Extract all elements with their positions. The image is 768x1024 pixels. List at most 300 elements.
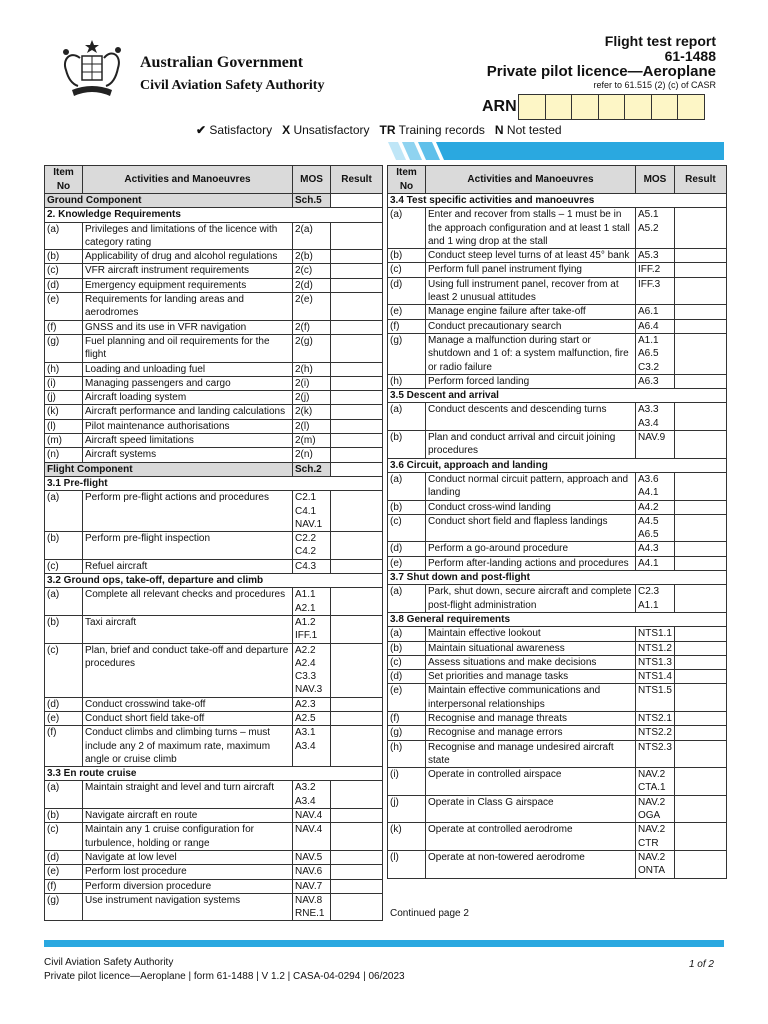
result-cell[interactable]	[331, 419, 383, 433]
activity-cell: Assess situations and make decisions	[426, 655, 636, 669]
section-label: Flight Component	[45, 462, 293, 476]
table-row	[388, 333, 727, 374]
result-cell[interactable]	[331, 559, 383, 573]
result-cell[interactable]	[674, 670, 726, 684]
table-row	[45, 823, 383, 851]
result-cell[interactable]	[331, 588, 383, 616]
table-row	[388, 711, 727, 725]
activity-cell: Operate at non-towered aerodrome	[426, 850, 636, 878]
result-cell	[331, 462, 383, 476]
activity-cell: Plan and conduct arrival and circuit joining procedures	[426, 431, 636, 459]
result-cell[interactable]	[331, 697, 383, 711]
mos-cell: A5.1 A5.2	[636, 208, 675, 249]
table-row	[45, 879, 383, 893]
section-row	[45, 194, 383, 208]
activity-cell: Requirements for landing areas and aerodromes	[83, 293, 293, 321]
legend-training-records: TR Training records	[379, 123, 485, 137]
item-cell: (d)	[388, 542, 426, 556]
item-cell: (g)	[45, 893, 83, 921]
item-cell: (a)	[45, 491, 83, 532]
table-row	[45, 293, 383, 321]
table-row	[388, 500, 727, 514]
table-row	[388, 305, 727, 319]
item-cell: (b)	[388, 431, 426, 459]
item-cell: (b)	[388, 500, 426, 514]
item-cell: (i)	[45, 376, 83, 390]
result-cell[interactable]	[674, 795, 726, 823]
result-cell[interactable]	[331, 726, 383, 767]
table-row	[45, 559, 383, 573]
table-row	[388, 403, 727, 431]
activity-cell: Aircraft speed limitations	[83, 434, 293, 448]
item-cell: (l)	[45, 419, 83, 433]
section-mos: Sch.2	[293, 462, 331, 476]
activity-cell: Aircraft performance and landing calculations	[83, 405, 293, 419]
section-label: 3.1 Pre-flight	[45, 476, 383, 490]
form-number: 61-1488	[664, 48, 716, 64]
item-cell: (i)	[388, 768, 426, 796]
item-cell: (e)	[45, 293, 83, 321]
result-cell[interactable]	[331, 293, 383, 321]
subsection-row	[388, 194, 727, 208]
mos-cell: A2.2 A2.4 C3.3 NAV.3	[293, 643, 331, 697]
result-cell[interactable]	[331, 222, 383, 250]
activity-cell: Recognise and manage errors	[426, 726, 636, 740]
item-cell: (n)	[45, 448, 83, 462]
result-cell[interactable]	[674, 684, 726, 712]
activity-cell: Recognise and manage undesired aircraft state	[426, 740, 636, 768]
arn-input-boxes	[518, 94, 704, 120]
section-label: 3.5 Descent and arrival	[388, 389, 727, 403]
item-cell: (a)	[45, 781, 83, 809]
mos-cell: 2(l)	[293, 419, 331, 433]
footer-authority: Civil Aviation Safety Authority	[44, 957, 174, 968]
table-row	[45, 809, 383, 823]
item-cell: (j)	[45, 391, 83, 405]
table-row	[388, 585, 727, 613]
item-cell: (h)	[388, 740, 426, 768]
item-cell: (b)	[45, 250, 83, 264]
subsection-row	[388, 458, 727, 472]
subsection-row	[45, 208, 383, 222]
mos-cell: NTS1.4	[636, 670, 675, 684]
item-cell: (e)	[388, 305, 426, 319]
table-row	[388, 726, 727, 740]
mos-cell: NTS2.1	[636, 711, 675, 725]
mos-cell: A4.2	[636, 500, 675, 514]
subsection-row	[388, 389, 727, 403]
table-row	[45, 711, 383, 725]
activity-cell: Perform forced landing	[426, 374, 636, 388]
section-label: 2. Knowledge Requirements	[45, 208, 383, 222]
activity-cell: Conduct short field and flapless landings	[426, 514, 636, 542]
mos-cell: C2.1 C4.1 NAV.1	[293, 491, 331, 532]
column-item-no: Item No	[388, 166, 426, 194]
item-cell: (a)	[45, 222, 83, 250]
activity-cell: Managing passengers and cargo	[83, 376, 293, 390]
result-cell[interactable]	[331, 850, 383, 864]
table-row	[45, 697, 383, 711]
result-cell[interactable]	[331, 376, 383, 390]
activity-cell: Aircraft loading system	[83, 391, 293, 405]
table-row	[45, 491, 383, 532]
table-row	[388, 249, 727, 263]
table-row	[45, 532, 383, 560]
activity-cell: Emergency equipment requirements	[83, 278, 293, 292]
result-cell[interactable]	[674, 208, 726, 249]
activity-cell: Conduct steep level turns of at least 45° bank	[426, 249, 636, 263]
table-row	[388, 472, 727, 500]
legend-satisfactory: ✔ Satisfactory	[196, 123, 273, 137]
continued-note: Continued page 2	[390, 908, 469, 919]
mos-cell: NTS1.1	[636, 627, 675, 641]
mos-cell: NAV.6	[293, 865, 331, 879]
mos-cell: 2(b)	[293, 250, 331, 264]
item-cell: (f)	[45, 726, 83, 767]
activity-cell: Perform lost procedure	[83, 865, 293, 879]
result-cell[interactable]	[331, 615, 383, 643]
table-row	[45, 781, 383, 809]
result-cell[interactable]	[674, 472, 726, 500]
item-cell: (c)	[45, 643, 83, 697]
activity-cell: Enter and recover from stalls – 1 must be in the approach configuration and at least 1 stall and 1 wing drop at the stall	[426, 208, 636, 249]
arn-digit-box[interactable]	[598, 94, 626, 120]
decorative-stripe	[388, 142, 724, 160]
table-row	[45, 264, 383, 278]
mos-cell: NAV.2 CTA.1	[636, 768, 675, 796]
activity-cell: Operate in controlled airspace	[426, 768, 636, 796]
activity-cell: Perform diversion procedure	[83, 879, 293, 893]
item-cell: (f)	[388, 319, 426, 333]
arn-digit-box[interactable]	[677, 94, 705, 120]
item-cell: (k)	[388, 823, 426, 851]
result-cell[interactable]	[674, 333, 726, 374]
item-cell: (d)	[45, 697, 83, 711]
result-cell[interactable]	[331, 405, 383, 419]
result-cell[interactable]	[331, 865, 383, 879]
activity-cell: Perform a go-around procedure	[426, 542, 636, 556]
section-row	[45, 462, 383, 476]
mos-cell: 2(g)	[293, 334, 331, 362]
activity-cell: Pilot maintenance authorisations	[83, 419, 293, 433]
right-table-container	[387, 165, 727, 879]
result-cell[interactable]	[674, 726, 726, 740]
section-label: 3.3 En route cruise	[45, 767, 383, 781]
authority-name: Civil Aviation Safety Authority	[140, 78, 325, 93]
item-cell: (e)	[45, 865, 83, 879]
table-row	[45, 448, 383, 462]
activity-cell: Aircraft systems	[83, 448, 293, 462]
mos-cell: 2(h)	[293, 362, 331, 376]
table-row	[388, 319, 727, 333]
mos-cell: A4.5 A6.5	[636, 514, 675, 542]
activity-cell: Conduct climbs and climbing turns – must include any 2 of maximum rate, maximum angle or cruise climb	[83, 726, 293, 767]
table-row	[388, 850, 727, 878]
arn-digit-box[interactable]	[518, 94, 546, 120]
mos-cell: NAV.4	[293, 823, 331, 851]
column-result: Result	[674, 166, 726, 194]
result-cell[interactable]	[674, 850, 726, 878]
legend-not-tested: N Not tested	[494, 123, 562, 137]
result-cell[interactable]	[674, 641, 726, 655]
activity-cell: Manage engine failure after take-off	[426, 305, 636, 319]
column-activity: Activities and Manoeuvres	[426, 166, 636, 194]
activity-cell: Conduct short field take-off	[83, 711, 293, 725]
table-row	[45, 222, 383, 250]
table-row	[45, 405, 383, 419]
table-row	[45, 250, 383, 264]
activity-cell: Maintain effective communications and interpersonal relationships	[426, 684, 636, 712]
footer-form-info: Private pilot licence—Aeroplane | form 61-1488 | V 1.2 | CASA-04-0294 | 06/2023	[44, 971, 405, 982]
subsection-row	[45, 476, 383, 490]
activity-cell: Use instrument navigation systems	[83, 893, 293, 921]
item-cell: (f)	[45, 320, 83, 334]
mos-cell: NAV.2 CTR	[636, 823, 675, 851]
item-cell: (e)	[388, 556, 426, 570]
table-row	[45, 320, 383, 334]
result-cell[interactable]	[331, 362, 383, 376]
item-cell: (g)	[388, 333, 426, 374]
mos-cell: A1.1 A2.1	[293, 588, 331, 616]
activity-cell: Conduct precautionary search	[426, 319, 636, 333]
column-activity: Activities and Manoeuvres	[83, 166, 293, 194]
result-cell[interactable]	[331, 491, 383, 532]
result-cell[interactable]	[331, 823, 383, 851]
mos-cell: 2(k)	[293, 405, 331, 419]
right-assessment-table	[387, 165, 727, 879]
table-row	[45, 588, 383, 616]
casr-reference: refer to 61.515 (2) (c) of CASR	[593, 80, 716, 90]
coat-of-arms-logo	[52, 38, 132, 100]
mos-cell: NAV.8 RNE.1	[293, 893, 331, 921]
result-cell[interactable]	[331, 711, 383, 725]
mos-cell: NAV.7	[293, 879, 331, 893]
activity-cell: Perform pre-flight actions and procedures	[83, 491, 293, 532]
item-cell: (c)	[45, 823, 83, 851]
result-cell[interactable]	[674, 514, 726, 542]
result-cell[interactable]	[331, 809, 383, 823]
activity-cell: Navigate aircraft en route	[83, 809, 293, 823]
mos-cell: A6.3	[636, 374, 675, 388]
mos-cell: A5.3	[636, 249, 675, 263]
item-cell: (f)	[388, 711, 426, 725]
mos-cell: NAV.4	[293, 809, 331, 823]
item-cell: (a)	[45, 588, 83, 616]
mos-cell: A1.2 IFF.1	[293, 615, 331, 643]
section-label: 3.8 General requirements	[388, 612, 727, 626]
item-cell: (j)	[388, 795, 426, 823]
result-cell[interactable]	[331, 334, 383, 362]
table-row	[388, 277, 727, 305]
result-cell[interactable]	[674, 431, 726, 459]
government-title: Australian Government	[140, 54, 304, 71]
result-cell[interactable]	[674, 305, 726, 319]
result-cell[interactable]	[331, 781, 383, 809]
section-label: Ground Component	[45, 194, 293, 208]
result-cell[interactable]	[674, 823, 726, 851]
item-cell: (d)	[388, 670, 426, 684]
activity-cell: Maintain straight and level and turn aircraft	[83, 781, 293, 809]
table-row	[45, 362, 383, 376]
activity-cell: Plan, brief and conduct take-off and departure procedures	[83, 643, 293, 697]
table-row	[388, 823, 727, 851]
table-row	[388, 542, 727, 556]
table-row	[45, 278, 383, 292]
result-cell[interactable]	[674, 627, 726, 641]
mos-cell: A3.1 A3.4	[293, 726, 331, 767]
result-cell[interactable]	[331, 264, 383, 278]
result-cell[interactable]	[331, 893, 383, 921]
section-label: 3.7 Shut down and post-flight	[388, 571, 727, 585]
mos-cell: 2(m)	[293, 434, 331, 448]
result-cell[interactable]	[674, 277, 726, 305]
result-cell[interactable]	[331, 448, 383, 462]
activity-cell: Conduct descents and descending turns	[426, 403, 636, 431]
table-row	[45, 726, 383, 767]
item-cell: (b)	[45, 532, 83, 560]
legend-unsatisfactory: X Unsatisfactory	[282, 123, 370, 137]
mos-cell: NTS2.2	[636, 726, 675, 740]
arn-digit-box[interactable]	[571, 94, 599, 120]
item-cell: (d)	[45, 850, 83, 864]
result-cell[interactable]	[331, 320, 383, 334]
item-cell: (g)	[45, 334, 83, 362]
activity-cell: Taxi aircraft	[83, 615, 293, 643]
page-number: 1 of 2	[688, 959, 714, 970]
activity-cell: VFR aircraft instrument requirements	[83, 264, 293, 278]
item-cell: (a)	[388, 208, 426, 249]
result-cell[interactable]	[674, 319, 726, 333]
page-header	[0, 0, 768, 160]
table-row	[388, 795, 727, 823]
item-cell: (b)	[388, 249, 426, 263]
arn-label: ARN	[482, 98, 517, 115]
result-cell[interactable]	[674, 768, 726, 796]
activity-cell: Conduct crosswind take-off	[83, 697, 293, 711]
activity-cell: Conduct normal circuit pattern, approach and landing	[426, 472, 636, 500]
item-cell: (b)	[45, 809, 83, 823]
result-cell[interactable]	[331, 879, 383, 893]
arn-digit-box[interactable]	[545, 94, 573, 120]
table-row	[388, 641, 727, 655]
activity-cell: Maintain any 1 cruise configuration for turbulence, holding or range	[83, 823, 293, 851]
left-table-container	[44, 165, 383, 921]
subsection-row	[45, 767, 383, 781]
item-cell: (c)	[45, 559, 83, 573]
result-legend	[196, 123, 562, 137]
report-title: Flight test report	[604, 33, 716, 49]
mos-cell: NAV.2 OGA	[636, 795, 675, 823]
mos-cell: NTS2.3	[636, 740, 675, 768]
table-row	[388, 374, 727, 388]
table-row	[45, 334, 383, 362]
table-row	[45, 850, 383, 864]
result-cell[interactable]	[331, 532, 383, 560]
activity-cell: Maintain effective lookout	[426, 627, 636, 641]
item-cell: (a)	[388, 627, 426, 641]
result-cell[interactable]	[674, 263, 726, 277]
mos-cell: NAV.5	[293, 850, 331, 864]
item-cell: (c)	[388, 263, 426, 277]
mos-cell: C4.3	[293, 559, 331, 573]
result-cell[interactable]	[674, 585, 726, 613]
mos-cell: IFF.2	[636, 263, 675, 277]
item-cell: (g)	[388, 726, 426, 740]
subsection-row	[388, 612, 727, 626]
result-cell[interactable]	[674, 500, 726, 514]
activity-cell: Navigate at low level	[83, 850, 293, 864]
result-cell[interactable]	[331, 434, 383, 448]
table-row	[388, 670, 727, 684]
activity-cell: Recognise and manage threats	[426, 711, 636, 725]
result-cell[interactable]	[674, 542, 726, 556]
mos-cell: NTS1.3	[636, 655, 675, 669]
section-label: 3.2 Ground ops, take-off, departure and climb	[45, 574, 383, 588]
mos-cell: A4.3	[636, 542, 675, 556]
result-cell[interactable]	[331, 391, 383, 405]
table-row	[45, 643, 383, 697]
result-cell	[331, 194, 383, 208]
result-cell[interactable]	[674, 249, 726, 263]
table-row	[45, 893, 383, 921]
table-row	[45, 615, 383, 643]
activity-cell: Park, shut down, secure aircraft and complete post-flight administration	[426, 585, 636, 613]
section-label: 3.4 Test specific activities and manoeuvres	[388, 194, 727, 208]
item-cell: (c)	[388, 514, 426, 542]
table-row	[388, 627, 727, 641]
item-cell: (h)	[45, 362, 83, 376]
activity-cell: Perform pre-flight inspection	[83, 532, 293, 560]
activity-cell: Operate in Class G airspace	[426, 795, 636, 823]
mos-cell: A1.1 A6.5 C3.2	[636, 333, 675, 374]
result-cell[interactable]	[674, 403, 726, 431]
result-cell[interactable]	[331, 643, 383, 697]
table-row	[388, 556, 727, 570]
item-cell: (a)	[388, 472, 426, 500]
mos-cell: A6.4	[636, 319, 675, 333]
table-row	[45, 419, 383, 433]
item-cell: (b)	[45, 615, 83, 643]
mos-cell: 2(i)	[293, 376, 331, 390]
mos-cell: A3.6 A4.1	[636, 472, 675, 500]
mos-cell: A2.5	[293, 711, 331, 725]
item-cell: (a)	[388, 403, 426, 431]
result-cell[interactable]	[674, 711, 726, 725]
item-cell: (e)	[388, 684, 426, 712]
activity-cell: Perform after-landing actions and procedures	[426, 556, 636, 570]
result-cell[interactable]	[674, 374, 726, 388]
left-assessment-table	[44, 165, 383, 921]
mos-cell: IFF.3	[636, 277, 675, 305]
table-row	[45, 865, 383, 879]
result-cell[interactable]	[331, 250, 383, 264]
result-cell[interactable]	[674, 655, 726, 669]
activity-cell: Set priorities and manage tasks	[426, 670, 636, 684]
mos-cell: 2(j)	[293, 391, 331, 405]
arn-digit-box[interactable]	[651, 94, 679, 120]
table-row	[388, 514, 727, 542]
mos-cell: 2(n)	[293, 448, 331, 462]
mos-cell: 2(f)	[293, 320, 331, 334]
arn-digit-box[interactable]	[624, 94, 652, 120]
result-cell[interactable]	[331, 278, 383, 292]
result-cell[interactable]	[674, 556, 726, 570]
footer-bar	[44, 940, 724, 947]
subsection-row	[388, 571, 727, 585]
item-cell: (k)	[45, 405, 83, 419]
result-cell[interactable]	[674, 740, 726, 768]
table-row	[388, 768, 727, 796]
